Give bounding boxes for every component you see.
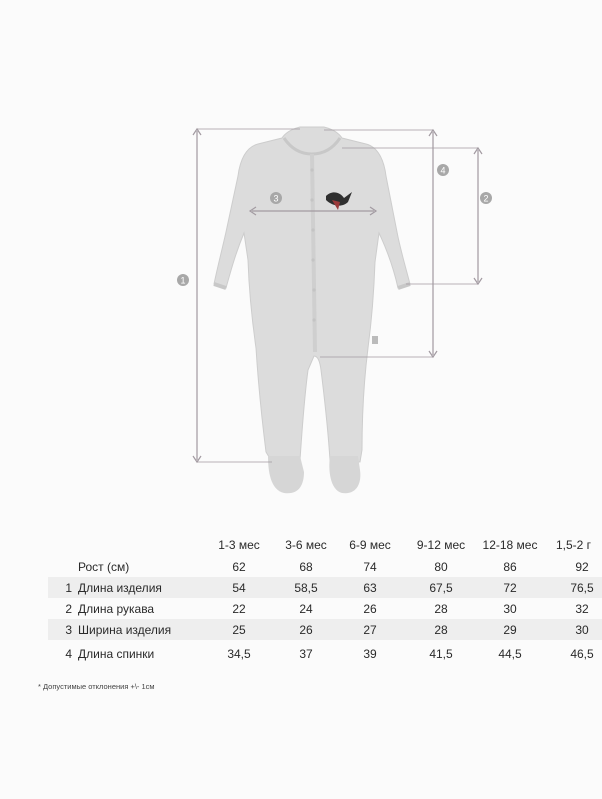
column-header: 6-9 мес (349, 538, 391, 552)
table-cell: 72 (480, 577, 540, 598)
row-number: 4 (65, 647, 72, 661)
row-number: 3 (48, 619, 76, 640)
row-label: Длина изделия (76, 577, 204, 598)
marker-2 (480, 192, 492, 204)
marker-3 (270, 192, 282, 204)
table-cell: 67,5 (402, 577, 480, 598)
table-cell: 54 (204, 577, 274, 598)
marker-4 (437, 164, 449, 176)
table-cell: 28 (402, 619, 480, 640)
svg-text:1: 1 (180, 275, 186, 286)
table-cell: 62 (232, 559, 246, 574)
row-number: 1 (48, 577, 76, 598)
table-row (48, 598, 602, 619)
table-cell: 46,5 (570, 647, 594, 661)
column-header: 1,5-2 г (556, 538, 592, 552)
row-label: Длина рукава (78, 601, 155, 616)
table-cell: 37 (299, 647, 313, 661)
row-number: 2 (65, 601, 72, 616)
table-cell: 86 (503, 559, 517, 574)
column-header: 12-18 мес (482, 538, 538, 552)
table-cell: 80 (434, 559, 448, 574)
marker-1 (177, 274, 189, 286)
table-cell: 26 (274, 619, 338, 640)
tolerance-footnote: * Допустимые отклонения +\- 1см (38, 682, 155, 691)
table-cell: 44,5 (498, 647, 522, 661)
table-cell: 25 (204, 619, 274, 640)
table-cell: 68 (299, 559, 313, 574)
sleepsuit-image (214, 127, 410, 493)
side-tag (372, 336, 378, 344)
table-cell: 41,5 (429, 647, 453, 661)
table-row (48, 577, 602, 598)
table-cell: 22 (232, 601, 246, 616)
table-cell: 63 (338, 577, 402, 598)
table-header-row (48, 534, 602, 556)
table-cell: 74 (363, 559, 377, 574)
row-label: Длина спинки (78, 647, 155, 661)
table-row (48, 640, 602, 668)
column-header: 1-3 мес (218, 538, 260, 552)
table-cell: 76,5 (540, 577, 602, 598)
table-cell: 30 (540, 619, 602, 640)
table-row-height (48, 556, 602, 577)
svg-text:2: 2 (483, 193, 489, 204)
table-cell: 32 (575, 601, 589, 616)
table-cell: 92 (575, 559, 589, 574)
table-cell: 28 (434, 601, 448, 616)
svg-text:4: 4 (440, 165, 446, 176)
table-cell: 29 (480, 619, 540, 640)
size-table (48, 534, 602, 668)
table-cell: 24 (299, 601, 313, 616)
table-cell: 39 (363, 647, 377, 661)
column-header: 3-6 мес (285, 538, 327, 552)
table-cell: 58,5 (274, 577, 338, 598)
table-cell: 27 (338, 619, 402, 640)
svg-text:3: 3 (273, 193, 279, 204)
row-label: Ширина изделия (76, 619, 204, 640)
table-cell: 34,5 (227, 647, 251, 661)
table-cell: 30 (503, 601, 517, 616)
table-row (48, 619, 602, 640)
table-cell: 26 (363, 601, 377, 616)
column-header: 9-12 мес (416, 538, 466, 552)
row-label: Рост (см) (78, 559, 130, 574)
